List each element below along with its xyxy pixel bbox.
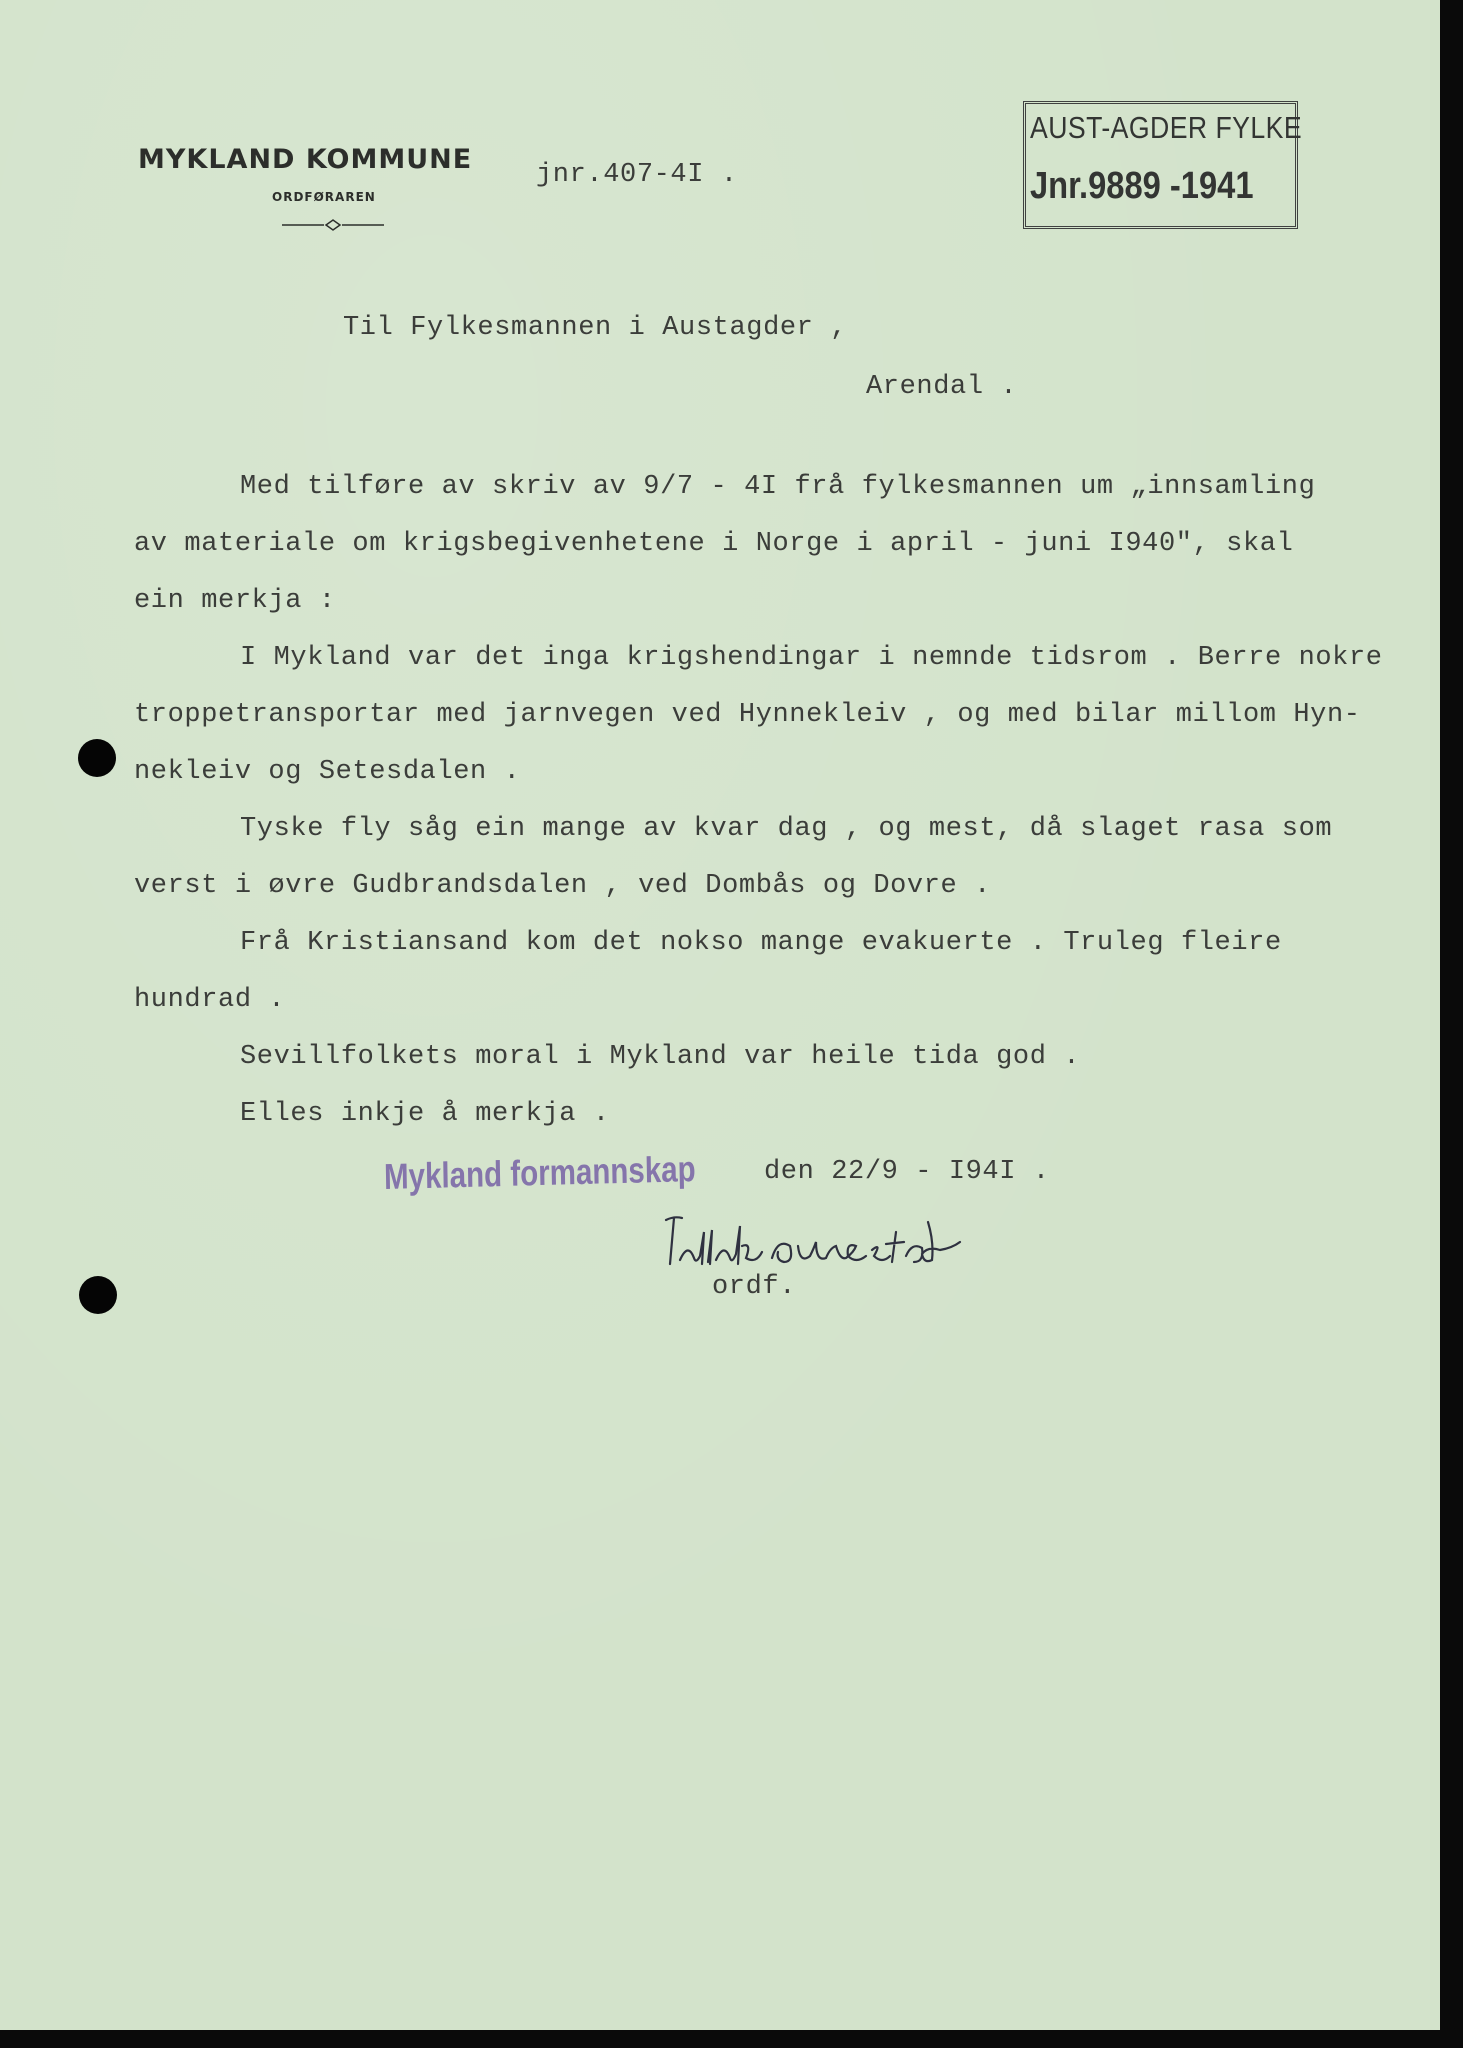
- signatory-title: ordf.: [712, 1272, 797, 1302]
- body-line: ein merkja :: [134, 586, 336, 616]
- letterhead-office: ORDFØRAREN: [272, 190, 376, 204]
- body-line: verst i øvre Gudbrandsdalen , ved Dombås og Dovre .: [134, 871, 991, 901]
- body-line: Frå Kristiansand kom det nokso mange evakuerte . Truleg fleire: [240, 928, 1282, 958]
- journal-reference: jnr.407-4I .: [536, 160, 738, 190]
- body-line: nekleiv og Setesdalen .: [134, 757, 521, 787]
- punch-hole: [79, 1276, 117, 1314]
- body-line: Med tilføre av skriv av 9/7 - 4I frå fylkesmannen um „innsamling: [240, 472, 1316, 502]
- letterhead-ornament: [282, 218, 384, 232]
- body-line: I Mykland var det inga krigshendingar i nemnde tidsrom . Berre nokre: [240, 643, 1383, 673]
- body-line: Sevillfolkets moral i Mykland var heile tida god .: [240, 1042, 1081, 1072]
- body-line: troppetransportar med jarnvegen ved Hynnekleiv , og med bilar millom Hyn-: [134, 700, 1361, 730]
- received-stamp-number: Jnr.9889 -1941: [1030, 165, 1254, 207]
- municipality-stamp: Mykland formannskap: [383, 1148, 696, 1197]
- body-line: Tyske fly såg ein mange av kvar dag , og mest, då slaget rasa som: [240, 814, 1333, 844]
- recipient-line: Til Fylkesmannen i Austagder ,: [343, 313, 848, 343]
- body-line: Elles inkje å merkja .: [240, 1099, 610, 1129]
- body-line: hundrad .: [134, 985, 286, 1015]
- punch-hole: [78, 739, 116, 777]
- body-line: av materiale om krigsbegivenhetene i Norge i april - juni I940", skal: [134, 529, 1294, 559]
- closing-date: den 22/9 - I94I .: [764, 1157, 1050, 1187]
- letterhead-title: MYKLAND KOMMUNE: [138, 144, 473, 175]
- received-stamp-county: AUST-AGDER FYLKE: [1030, 110, 1303, 145]
- recipient-city: Arendal .: [866, 372, 1018, 402]
